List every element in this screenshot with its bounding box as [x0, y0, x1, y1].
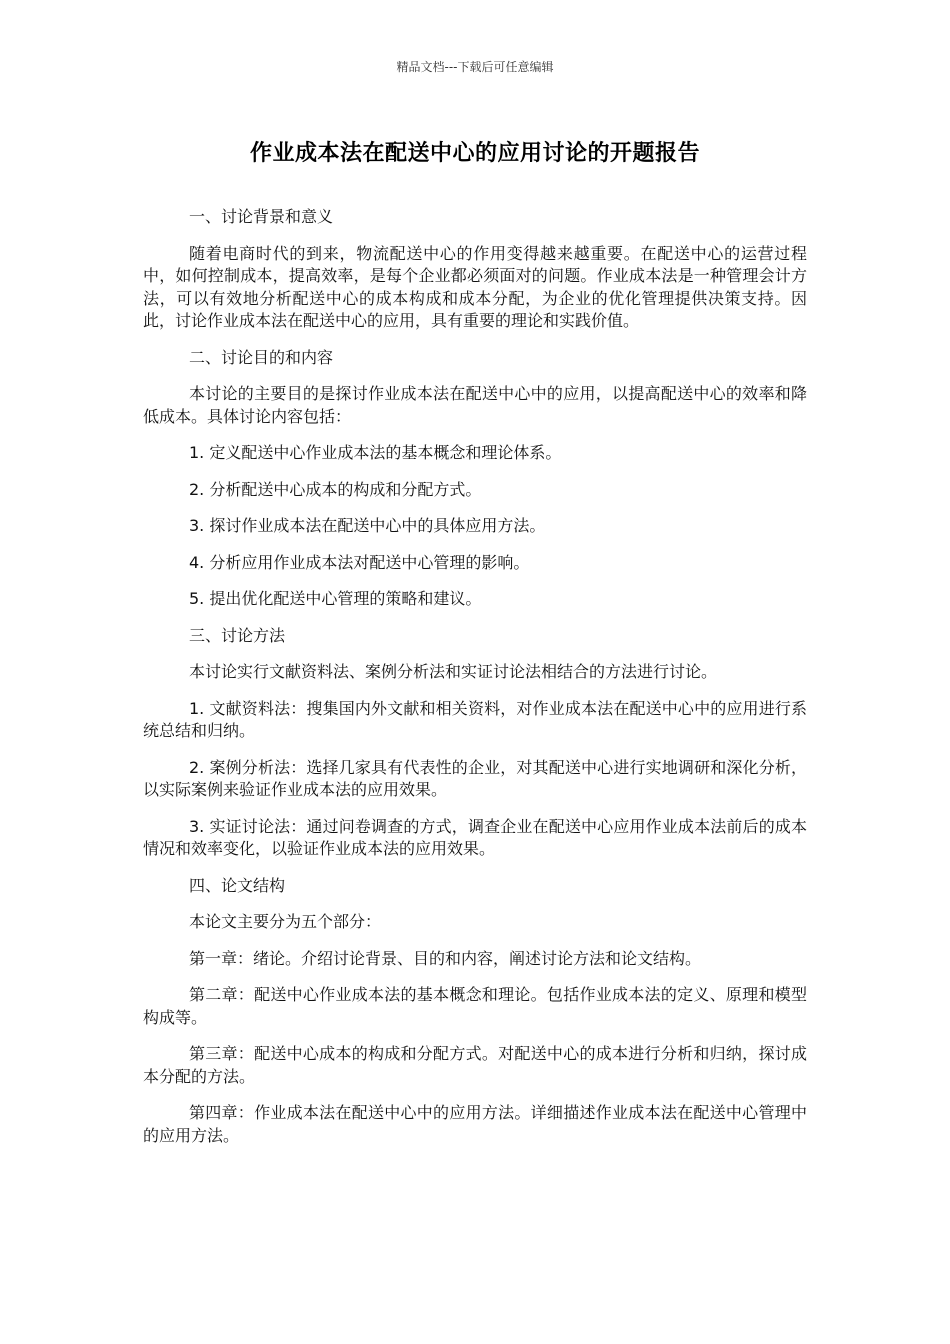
section-heading-structure: 四、论文结构 [189, 875, 286, 895]
list-item-content-1: 1. 定义配送中心作业成本法的基本概念和理论体系。 [189, 443, 562, 462]
list-item-method-3: 3. 实证讨论法：通过问卷调查的方式，调查企业在配送中心应用作业成本法前后的成本情况和效率变化，以验证作业成本法的应用效果。 [143, 816, 807, 858]
document-body [143, 206, 807, 1161]
document-title: 作业成本法在配送中心的应用讨论的开题报告 [249, 141, 700, 166]
chapter-item-3: 第三章：配送中心成本的构成和分配方式。对配送中心的成本进行分析和归纳，探讨成本分配的方法。 [143, 1044, 807, 1086]
list-item-content-4: 4. 分析应用作业成本法对配送中心管理的影响。 [189, 552, 530, 572]
list-item-content-3: 3. 探讨作业成本法在配送中心中的具体应用方法。 [189, 516, 546, 535]
chapter-item-4: 第四章：作业成本法在配送中心中的应用方法。详细描述作业成本法在配送中心管理中的应用方法。 [143, 1103, 807, 1145]
paragraph-structure-intro: 本论文主要分为五个部分： [189, 912, 382, 931]
chapter-item-2: 第二章：配送中心作业成本法的基本概念和理论。包括作业成本法的定义、原理和模型构成等。 [143, 985, 807, 1027]
list-item-content-5: 5. 提出优化配送中心管理的策略和建议。 [189, 589, 482, 608]
section-heading-purpose: 二、讨论目的和内容 [189, 347, 334, 367]
list-item-method-1: 1. 文献资料法：搜集国内外文献和相关资料，对作业成本法在配送中心中的应用进行系统总结和归纳。 [143, 698, 807, 740]
list-item-content-2: 2. 分析配送中心成本的构成和分配方式。 [189, 479, 482, 499]
paragraph-background: 随着电商时代的到来，物流配送中心的作用变得越来越重要。在配送中心的运营过程中，如何控制成本，提高效率，是每个企业都必须面对的问题。作业成本法是一种管理会计方法，可以有效地分析配送中心的成本构成和成本分配，为企业的优化管理提供决策支持。因此，讨论作业成本法在配送中心的应用，具有重要的理论和实践价值。 [143, 243, 807, 330]
section-heading-method: 三、讨论方法 [189, 625, 286, 645]
list-item-method-2: 2. 案例分析法：选择几家具有代表性的企业，对其配送中心进行实地调研和深化分析，以实际案例来验证作业成本法的应用效果。 [143, 757, 807, 799]
page-header-watermark: 精品文档---下载后可任意编辑 [396, 60, 554, 74]
paragraph-method: 本讨论实行文献资料法、案例分析法和实证讨论法相结合的方法进行讨论。 [189, 662, 718, 681]
paragraph-purpose: 本讨论的主要目的是探讨作业成本法在配送中心中的应用，以提高配送中心的效率和降低成本。具体讨论内容包括： [143, 384, 807, 426]
chapter-item-1: 第一章：绪论。介绍讨论背景、目的和内容，阐述讨论方法和论文结构。 [189, 948, 702, 968]
section-heading-background: 一、讨论背景和意义 [189, 207, 334, 226]
